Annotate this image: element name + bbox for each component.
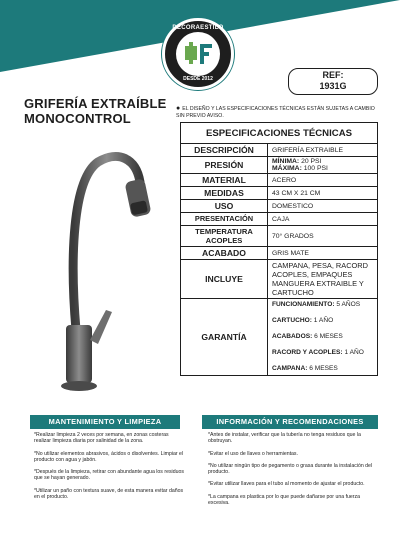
warranty-key: RACORD Y ACOPLES: — [272, 349, 343, 356]
spec-value: 43 CM X 21 CM — [268, 187, 378, 200]
spec-value: 70° GRADOS — [268, 226, 378, 247]
table-row — [181, 247, 378, 260]
bullet-icon: ● — [176, 105, 181, 112]
temp-key-line2: ACOPLES — [205, 236, 243, 245]
product-title — [24, 96, 167, 126]
spec-header: ESPECIFICACIONES TÉCNICAS — [181, 123, 378, 144]
faucet-image — [36, 140, 156, 410]
pressure-min: 20 PSI — [301, 158, 322, 165]
warranty-value: 6 MESES — [309, 365, 338, 372]
product-title-line2: MONOCONTROL — [24, 111, 131, 126]
spec-table — [180, 122, 378, 376]
spec-key: GARANTÍA — [181, 299, 268, 376]
maintenance-header: MANTENIMIENTO Y LIMPIEZA — [30, 415, 180, 429]
list-item: *Después de la limpieza, retirar con abundante agua los residuos que se hayan generado. — [34, 469, 184, 482]
spec-value: DOMESTICO — [268, 200, 378, 213]
list-item: *Realizar limpieza 2 veces por semana, en zonas costeras realizar limpieza diaria por salinidad de la zona. — [34, 432, 169, 445]
spec-value — [268, 299, 378, 376]
spec-key: PRESIÓN — [181, 157, 268, 174]
table-row — [181, 174, 378, 187]
brand-name: DECORAESTILO — [172, 25, 224, 31]
table-row — [181, 144, 378, 157]
list-item: *No utilizar ningún tipo de pegamento o grasa durante la instalación del producto. — [208, 462, 373, 476]
disclaimer-note — [176, 106, 376, 119]
brand-since: DESDE 2012 — [183, 76, 213, 82]
list-item: *Utilizar un paño con textura suave, de esta manera evitar daños en el producto. — [34, 487, 184, 501]
maintenance-list — [34, 432, 184, 506]
spec-value: CAJA — [268, 213, 378, 226]
warranty-key: FUNCIONAMIENTO: — [272, 301, 335, 308]
ref-label: REF: — [322, 70, 344, 80]
spec-key: PRESENTACIÓN — [181, 213, 268, 226]
list-item: *Evitar utilizar llaves para el tubo al momento de ajustar el producto. — [208, 481, 365, 488]
ref-code: 1931G — [319, 81, 347, 91]
warranty-value: 6 MESES — [314, 333, 343, 340]
spec-value: CAMPANA, PESA, RACORD ACOPLES, EMPAQUES MANGUERA EXTRAIBLE Y CARTUCHO — [268, 260, 378, 299]
spec-key: USO — [181, 200, 268, 213]
spec-header-row — [181, 123, 378, 144]
pression-min-label: MÍNIMA: — [272, 158, 300, 165]
list-item: *Evitar el uso de llaves o herramientas. — [208, 450, 298, 457]
product-title-line1: GRIFERÍA EXTRAÍBLE — [24, 96, 167, 111]
spec-value: GRIFERÍA EXTRAIBLE — [268, 144, 378, 157]
list-item: *Antes de instalar, verificar que la tubería no tenga residuos que la obstruyan. — [208, 432, 361, 445]
spec-key: MATERIAL — [181, 174, 268, 187]
info-list — [208, 432, 376, 512]
spec-key — [181, 226, 268, 247]
warranty-value: 1 AÑO — [313, 317, 334, 324]
pressure-max-label: MÁXIMA: — [272, 165, 302, 172]
warranty-key: ACABADOS: — [272, 333, 313, 340]
list-item: *No utilizar elementos abrasivos, ácidos o disolventes. Limpiar el producto con agua y jabón. — [34, 450, 184, 463]
spec-value: ACERO — [268, 174, 378, 187]
brand-logo — [162, 18, 234, 90]
warranty-key: CAMPANA: — [272, 365, 308, 372]
table-row — [181, 187, 378, 200]
table-row — [181, 299, 378, 376]
warranty-value: 5 AÑOS — [336, 301, 361, 308]
warranty-key: CARTUCHO: — [272, 317, 312, 324]
info-header: INFORMACIÓN Y RECOMENDACIONES — [202, 415, 378, 429]
table-row — [181, 157, 378, 174]
spec-key: INCLUYE — [181, 260, 268, 299]
table-row — [181, 200, 378, 213]
table-row — [181, 226, 378, 247]
spec-key: ACABADO — [181, 247, 268, 260]
table-row — [181, 213, 378, 226]
ref-box — [288, 68, 378, 95]
spec-value: GRIS MATE — [268, 247, 378, 260]
disclaimer-text: EL DISEÑO Y LAS ESPECIFICACIONES TÉCNICAS ESTÁN SUJETAS A CAMBIO SIN PREVIO AVISO. — [176, 106, 375, 119]
list-item: *La campana es plastica por lo que puede dañarse por una fuerza excesiva. — [208, 493, 360, 507]
brand-mark-icon — [176, 32, 220, 76]
warranty-value: 1 AÑO — [344, 349, 364, 356]
spec-key: DESCRIPCIÓN — [181, 144, 268, 157]
pressure-max: 100 PSI — [303, 165, 328, 172]
spec-key: MEDIDAS — [181, 187, 268, 200]
brand-logo-emblem — [176, 32, 220, 76]
temp-key-line1: TEMPERATURA — [195, 227, 253, 236]
table-row — [181, 260, 378, 299]
spec-value — [268, 157, 378, 174]
